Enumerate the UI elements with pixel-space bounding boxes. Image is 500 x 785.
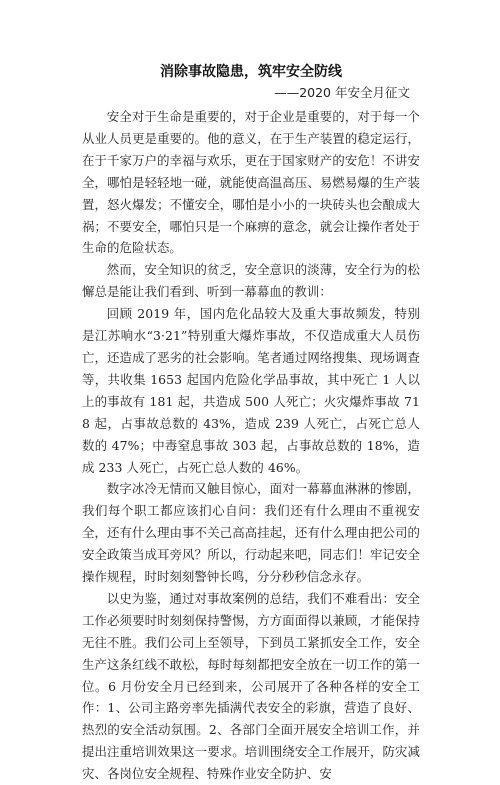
document-title: 消除事故隐患，筑牢安全防线 [160,64,342,80]
paragraph-2: 然而，安全知识的贫乏，安全意识的淡薄，安全行为的松懈总是能让我们看到、听到一幕幕血的教训： [82,262,420,300]
paragraph-3: 回顾 2019 年，国内危化品较大及重大事故频发，特别是江苏响水“3·21”特别重大爆炸事故，不仅造成重大人员伤亡，还造成了恶劣的社会影响。笔者通过网络搜集、现场调查等，共收集 1653 起国内危险化学品事故，其中死亡 1 人以上的事故有 181 起，共造成 500 人死亡；火灾爆炸事故 718 起，占事故总数的 43%，造成 239 人死亡，占死亡总人数的 47%；中毒窒息事故 303 起，占事故总数的 18%，造成 233 人死亡，占死亡总人数的 46%。 [82,306,420,475]
paragraph-1: 安全对于生命是重要的，对于企业是重要的，对于每一个从业人员更是重要的。他的意义，在于生产装置的稳定运行，在于千家万户的幸福与欢乐，更在于国家财产的安危！不讲安全，哪怕是轻轻地一碰，就能使高温高压、易燃易爆的生产装置，怒火爆发；不懂安全，哪怕是小小的一块砖头也会酿成大祸；不要安全，哪怕只是一个麻痹的意念，就会让操作者处于生命的危险状态。 [82,109,420,256]
paragraph-4: 数字冰冷无情而又触目惊心，面对一幕幕血淋淋的惨剧，我们每个职工都应该扪心自问：我们还有什么理由不重视安全，还有什么理由事不关己高高挂起，还有什么理由把公司的安全政策当成耳旁风？所以，行动起来吧，同志们！牢记安全操作规程，时时刻刻警钟长鸣，分分秒秒信念永存。 [82,481,420,585]
document-body [82,106,420,785]
paragraph-5: 以史为鉴，通过对事故案例的总结，我们不难看出：安全工作必须要时时刻刻保持警惕，方方面面得以兼顾，才能保持无往不胜。我们公司上至领导，下到员工紧抓安全工作，安全生产这条红线不敢松，每时每刻都把安全放在一切工作的第一位。6 月份安全月已经到来，公司展开了各种各样的安全工作：1、公司主路旁率先插满代表安全的彩旗，营造了良好、热烈的安全活动氛围。2、各部门全面开展安全培训工作，并提出注重培训效果这一要求。培训围绕安全工作展开，防灾减灾、各岗位安全规程、特殊作业安全防护、安 [82,590,420,782]
document-subtitle: ——2020 年安全月征文 [274,85,410,100]
